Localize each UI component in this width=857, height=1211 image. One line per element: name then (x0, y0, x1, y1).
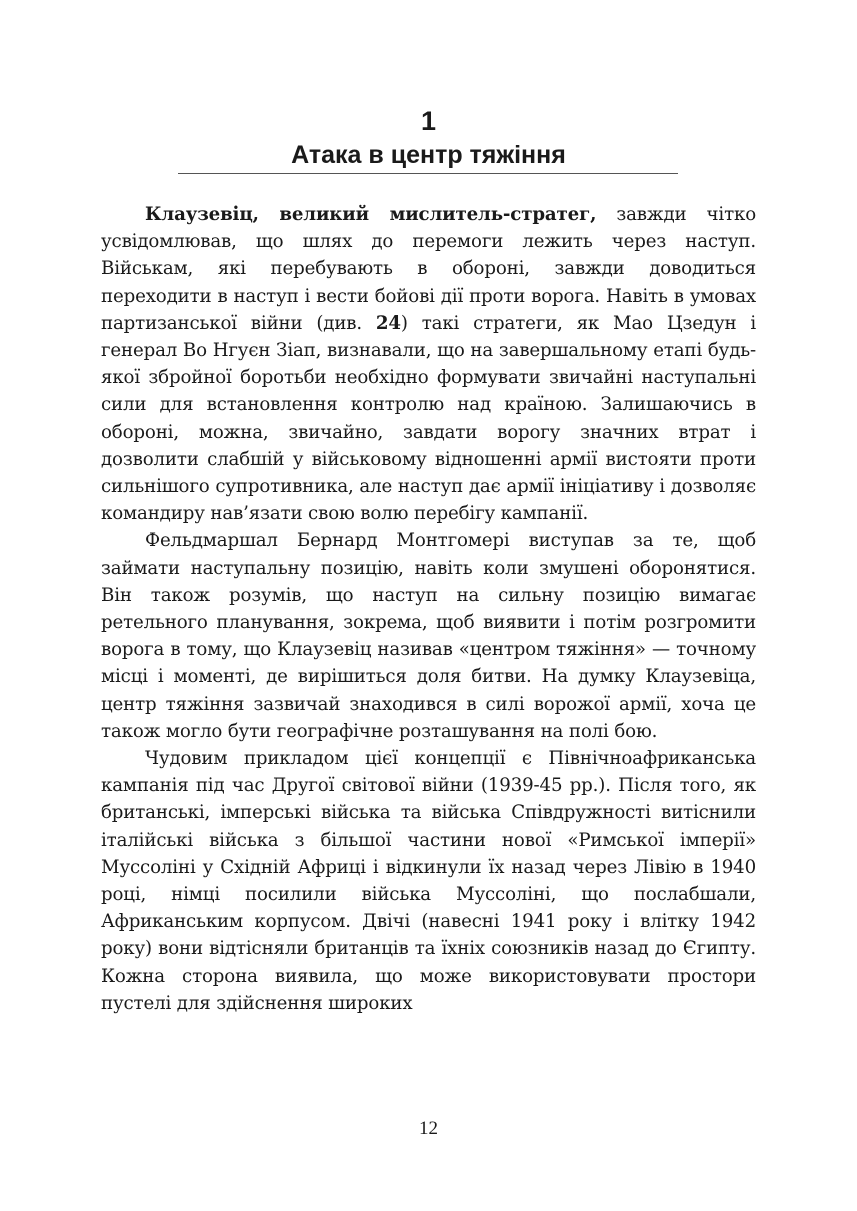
paragraph-lead-bold: Клаузевіц, великий мислитель-стратег, (145, 204, 597, 225)
paragraph-1 (101, 201, 756, 527)
paragraph-3: Чудовим прикладом цієї концепції є Північноафриканська кампанія під час Другої світової війни (1939-45 рр.). Після того, як британські, імперські війська та війська Співдружності витіснили італійські війська з більшої частини нової «Римської імперії» Муссоліні у Східній Африці і відкинули їх назад через Лівію в 1940 році, німці посилили війська Муссоліні, що послабшали, Африканським корпусом. Двічі (навесні 1941 року і влітку 1942 року) вони відтісняли британців та їхніх союзників назад до Єгипту. Кожна сторона виявила, що може використовувати простори пустелі для здійснення широких (101, 748, 756, 1014)
cross-reference: 24 (375, 312, 401, 334)
chapter-number: 1 (420, 106, 437, 136)
title-divider (178, 173, 678, 174)
page-number: 12 (419, 1118, 438, 1139)
paragraph-text: завжди чітко усвідомлював, що шлях до перемоги лежить через наступ. Військам, які перебувають в обороні, завжди доводиться переходити в наступ і вести бойові дії проти ворога. Навіть в умовах партизанської війни (див. (101, 204, 757, 334)
paragraph-2: Фельдмаршал Бернард Монтгомері виступав за те, щоб займати наступальну позицію, навіть коли змушені оборонятися. Він також розумів, що наступ на сильну позицію вимагає ретельного планування, зокрема, щоб виявити і потім розгромити ворога в тому, що Клаузевіц називав «центром тяжіння» — точному місці і моменті, де вирішиться доля битви. На думку Клаузевіца, центр тяжіння зазвичай знаходився в силі ворожої армії, хоча це також могло бути географічне розташування на полі бою. (101, 530, 756, 742)
chapter-title: Атака в центр тяжіння (291, 141, 566, 169)
chapter-body (101, 201, 756, 1017)
paragraph-text: ) такі стратеги, як Мао Цзедун і генерал Во Нгуєн Зіап, визнавали, що на завершальному етапі будь-якої збройної боротьби необхідно формувати звичайні наступальні сили для встановлення контролю над країною. Залишаючись в обороні, можна, звичайно, завдати ворогу значних втрат і дозволити слабшій у військовому відношенні армії вистояти проти сильнішого супротивника, але наступ дає армії ініціативу і дозволяє командиру нав’язати свою волю перебігу кампанії. (101, 312, 757, 525)
